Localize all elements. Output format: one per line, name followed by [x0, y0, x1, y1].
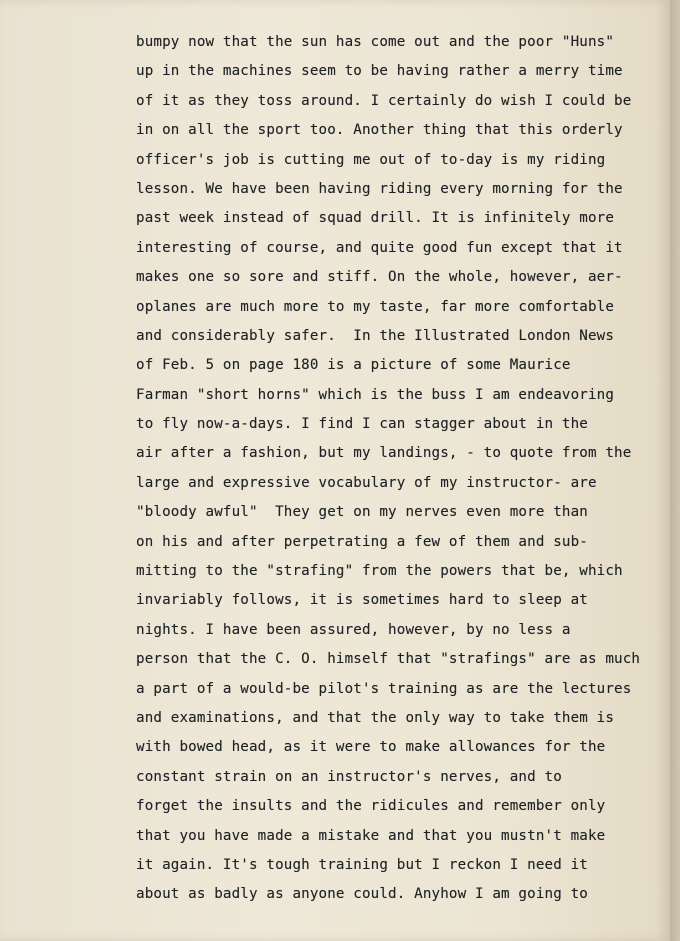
text-line: officer's job is cutting me out of to-day is my riding [136, 151, 606, 168]
text-line: interesting of course, and quite good fun except that it [136, 239, 623, 256]
text-line: oplanes are much more to my taste, far more comfortable [136, 298, 615, 315]
text-line: "bloody awful" They get on my nerves even more than [136, 504, 588, 521]
text-line: of it as they toss around. I certainly do wish I could be [136, 92, 632, 109]
text-line: on his and after perpetrating a few of them and sub- [136, 533, 588, 550]
text-line: invariably follows, it is sometimes hard to sleep at [136, 592, 588, 609]
text-line: Farman "short horns" which is the buss I am endeavoring [136, 386, 615, 403]
text-line: up in the machines seem to be having rather a merry time [136, 63, 623, 80]
text-line: of Feb. 5 on page 180 is a picture of some Maurice [136, 357, 571, 374]
text-line: large and expressive vocabulary of my instructor- are [136, 474, 597, 491]
text-line: nights. I have been assured, however, by no less a [136, 621, 571, 638]
text-line: past week instead of squad drill. It is infinitely more [136, 210, 615, 227]
text-line: and examinations, and that the only way to take them is [136, 709, 615, 726]
text-line: forget the insults and the ridicules and remember only [136, 798, 606, 815]
text-line: about as badly as anyone could. Anyhow I am going to [136, 886, 588, 903]
text-line: to fly now-a-days. I find I can stagger about in the [136, 416, 588, 433]
page-edge [670, 0, 680, 941]
text-line: with bowed head, as it were to make allowances for the [136, 739, 606, 756]
letter-body [136, 28, 666, 910]
text-line: in on all the sport too. Another thing that this orderly [136, 122, 623, 139]
text-line: a part of a would-be pilot's training as are the lectures [136, 680, 632, 697]
text-line: lesson. We have been having riding every morning for the [136, 180, 623, 197]
text-line: makes one so sore and stiff. On the whole, however, aer- [136, 269, 623, 286]
text-line: that you have made a mistake and that you mustn't make [136, 827, 606, 844]
text-line: and considerably safer. In the Illustrated London News [136, 327, 615, 344]
text-line: it again. It's tough training but I reckon I need it [136, 856, 588, 873]
text-line: mitting to the "strafing" from the powers that be, which [136, 563, 623, 580]
text-line: bumpy now that the sun has come out and the poor "Huns" [136, 34, 615, 50]
text-line: air after a fashion, but my landings, - to quote from the [136, 445, 632, 462]
text-line: constant strain on an instructor's nerves, and to [136, 768, 562, 785]
text-line: person that the C. O. himself that "strafings" are as much [136, 651, 641, 668]
